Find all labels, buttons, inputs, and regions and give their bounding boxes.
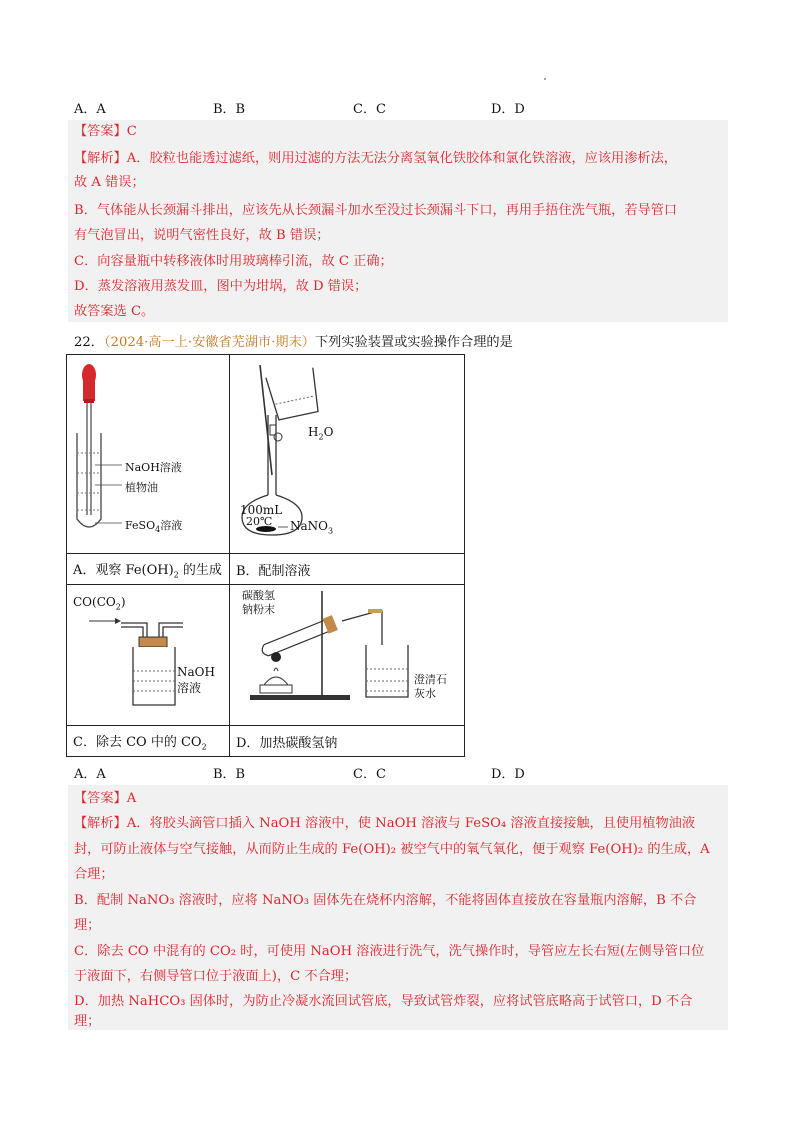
q22-heading	[74, 331, 513, 350]
label-limewater-line1: 澄清石	[414, 673, 447, 686]
q22-figure-grid	[66, 354, 465, 757]
q22-explanation-line: 合理；	[74, 867, 114, 882]
q22-answer-box	[68, 785, 728, 1030]
cell-d-figure	[230, 585, 465, 726]
label-flask-temperature: 20℃	[246, 515, 273, 528]
q21-option-a: A．A	[74, 102, 106, 117]
q22-option-b: B．B	[213, 767, 246, 782]
cell-d-caption: D．加热碳酸氢钠	[230, 726, 465, 757]
q22-stem: 下列实验装置或实验操作合理的是	[314, 335, 513, 350]
q21-explanation-line: 【解析】A．胶粒也能透过滤纸，则用过滤的方法无法分离氢氧化铁胶体和氯化铁溶液，应该用渗析法，	[74, 151, 677, 166]
label-powder-line2: 钠粉末	[242, 603, 275, 616]
q22-option-a: A．A	[74, 767, 106, 782]
cell-b-figure	[230, 355, 465, 554]
q21-option-b: B．B	[213, 102, 246, 117]
q22-explanation-line: 于液面下，右侧导管口位于液面上)，C 不合理；	[74, 969, 358, 984]
cell-c-caption: C．除去 CO 中的 $CO_2$	[67, 726, 230, 757]
q21-explanation-line: 故答案选 C。	[74, 304, 155, 319]
q21-explanation-line: B．气体能从长颈漏斗排出，应该先从长颈漏斗加水至没过长颈漏斗下口，再用手捂住洗气瓶，若导管口	[74, 203, 678, 218]
label-nano3: NaNO$_3$	[290, 519, 334, 536]
label-flask-volume: 100mL	[240, 503, 283, 517]
label-powder-line1: 碳酸氢	[242, 589, 275, 602]
q21-answer-box	[68, 120, 728, 322]
q22-option-d: D．D	[491, 767, 525, 782]
q21-explanation-line: 有气泡冒出，说明气密性良好，故 B 错误；	[74, 228, 330, 243]
q22-options	[74, 763, 634, 781]
label-limewater-line2: 灰水	[414, 687, 436, 700]
label-vegetable-oil: 植物油	[125, 481, 158, 494]
cell-a-caption: A．观察 $Fe(OH)_2$ 的生成	[67, 554, 230, 585]
cell-c-figure	[67, 585, 230, 726]
label-naoh-line2: 溶液	[177, 681, 202, 695]
q22-source: （2024·高一上·安徽省芜湖市·期末）	[103, 335, 315, 350]
stray-mark-top	[544, 78, 546, 80]
label-co-co2: $CO(CO_2)$	[73, 595, 126, 612]
q22-number: 22．	[74, 335, 104, 350]
q21-explanation-line: 故 A 错误；	[74, 175, 145, 190]
q22-explanation-line: 【解析】A．将胶头滴管口插入 NaOH 溶液中，使 NaOH 溶液与 FeSO₄ 溶液直接接触，且使用植物油液	[74, 816, 696, 831]
q22-explanation-line: 理；	[74, 1014, 101, 1029]
q21-answer-line: 【答案】C	[74, 124, 137, 139]
q22-explanation-line: D．加热 NaHCO₃ 固体时，为防止冷凝水流回试管底，导致试管炸裂，应将试管底略高于试管口，D 不合	[74, 994, 693, 1009]
label-naoh-solution: NaOH溶液	[125, 461, 182, 474]
q22-option-c: C．C	[353, 767, 386, 782]
q21-option-d: D．D	[491, 102, 525, 117]
q22-explanation-line: B．配制 NaNO₃ 溶液时，应将 NaNO₃ 固体先在烧杯内溶解，不能将固体直接放在容量瓶内溶解，B 不合	[74, 893, 697, 908]
q22-explanation-line: C．除去 CO 中混有的 CO₂ 时，可使用 NaOH 溶液进行洗气，洗气操作时，导管应左长右短(左侧导管口位	[74, 944, 705, 959]
q22-answer-line: 【答案】A	[74, 791, 137, 806]
q22-explanation-line: 封，可防止液体与空气接触，从而防止生成的 Fe(OH)₂ 被空气中的氧气氧化，便于观察 Fe(OH)₂ 的生成，A	[74, 842, 710, 857]
label-feso4-solution: FeSO$_4$溶液	[125, 519, 183, 535]
q21-options	[74, 98, 634, 116]
q21-explanation-line: C．向容量瓶中转移液体时用玻璃棒引流，故 C 正确；	[74, 254, 393, 269]
cell-a-figure	[67, 355, 230, 554]
label-water: $H_2O$	[308, 425, 334, 442]
cell-b-caption: B．配制溶液	[230, 554, 465, 585]
label-naoh-line1: NaOH	[177, 665, 215, 679]
q21-explanation-line: D．蒸发溶液用蒸发皿，图中为坩埚，故 D 错误；	[74, 279, 368, 294]
q21-option-c: C．C	[353, 102, 386, 117]
q22-explanation-line: 理；	[74, 918, 101, 933]
